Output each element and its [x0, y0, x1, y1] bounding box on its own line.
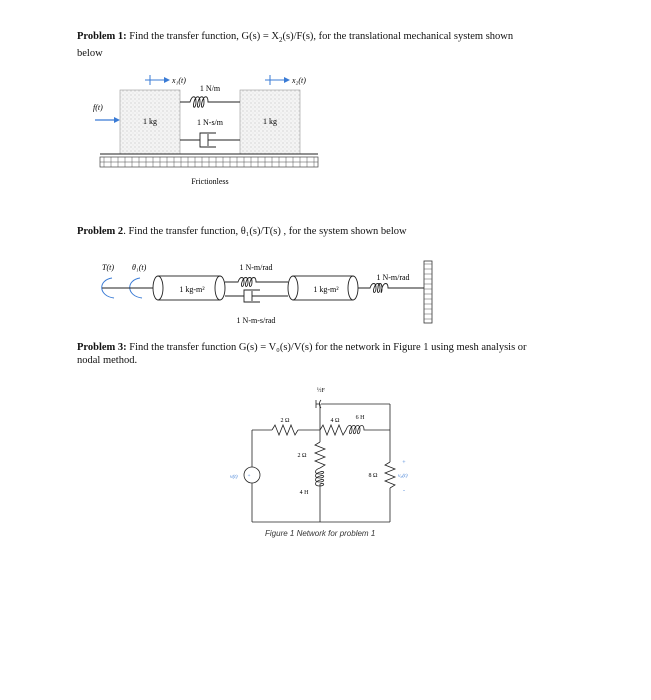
- rotational-system-figure: [88, 258, 448, 330]
- resistor-r2: [320, 425, 346, 435]
- spring-2-label: 1 N-m/rad: [376, 273, 410, 282]
- mass-1-label: 1 kg: [143, 117, 157, 126]
- inertia-1-label: 1 kg-m²: [179, 285, 205, 294]
- resistor-r4: [385, 462, 395, 488]
- problem1-label: Problem 1:: [77, 31, 127, 42]
- figure-caption: Figure 1 Network for problem 1: [265, 529, 376, 538]
- problem3-label: Problem 3:: [77, 342, 127, 353]
- spring-1-coil: [225, 278, 288, 287]
- resistor-r3: [315, 442, 325, 468]
- capacitor-label: ½F: [317, 388, 325, 394]
- problem2-statement: [77, 225, 617, 238]
- voltage-source: [244, 467, 260, 483]
- problem1-statement: [77, 30, 597, 60]
- problem2-text: . Find the transfer function, θ₁(s)/T(s) , for the system shown below: [123, 226, 407, 237]
- x1-arrow: [145, 75, 170, 85]
- spring-coil: [180, 97, 240, 108]
- problem1-sub: 2: [278, 36, 283, 45]
- spring-1-label: 1 N-m/rad: [239, 263, 273, 272]
- force-arrow: [95, 117, 120, 123]
- vout-plus: +: [402, 460, 406, 466]
- damper: [180, 133, 240, 147]
- r1-label: 2 Ω: [280, 418, 290, 424]
- inertia-2-label: 1 kg-m²: [313, 285, 339, 294]
- x1-label: x₁(t): [172, 76, 186, 85]
- problem1-text-b: (s)/F(s), for the translational mechanical system shown: [282, 31, 514, 42]
- x2-arrow: [265, 75, 290, 85]
- rotational-damper: [225, 290, 288, 302]
- l2-label: 4 H: [299, 490, 309, 496]
- x2-label: x₂(t): [292, 76, 306, 85]
- circuit-figure: [220, 382, 420, 542]
- problem1-text-a: Find the transfer function, G(s) = X: [129, 31, 279, 42]
- r3-label: 2 Ω: [297, 453, 307, 459]
- torque-label: T(t): [102, 263, 114, 272]
- problem3-statement: [77, 341, 617, 367]
- source-label: v(t): [230, 474, 238, 480]
- source-plus: +: [247, 474, 251, 479]
- vout-label: v₀(t): [398, 473, 408, 479]
- translational-system-figure: [90, 62, 330, 192]
- problem2-label: Problem 2: [77, 226, 124, 237]
- problem1-text-c: below: [77, 48, 103, 60]
- theta-label: θ₁(t): [132, 263, 147, 272]
- mass-2-label: 1 kg: [263, 117, 277, 126]
- inductor-l2: [316, 468, 324, 522]
- problem3-text: Find the transfer function G(s) = V₀(s)/V(s) for the network in Figure 1 using mesh analysis or: [129, 342, 527, 353]
- l1-label: 6 H: [355, 415, 365, 421]
- damper-top-label: 1 N-s/m: [197, 118, 223, 127]
- problem3-text-2: nodal method.: [77, 355, 138, 366]
- r2-label: 4 Ω: [330, 418, 340, 424]
- damper-label: 1 N-m-s/rad: [236, 316, 276, 325]
- resistor-r1: [272, 425, 298, 435]
- spring-label: 1 N/m: [199, 84, 221, 93]
- fixed-wall: [424, 261, 432, 323]
- force-label: f(t): [93, 103, 103, 112]
- spring-2-coil: [358, 284, 424, 293]
- frictionless-label: Frictionless: [191, 177, 229, 186]
- vout-minus: -: [403, 488, 405, 494]
- inductor-l1: [346, 426, 390, 434]
- r4-label: 8 Ω: [368, 473, 378, 479]
